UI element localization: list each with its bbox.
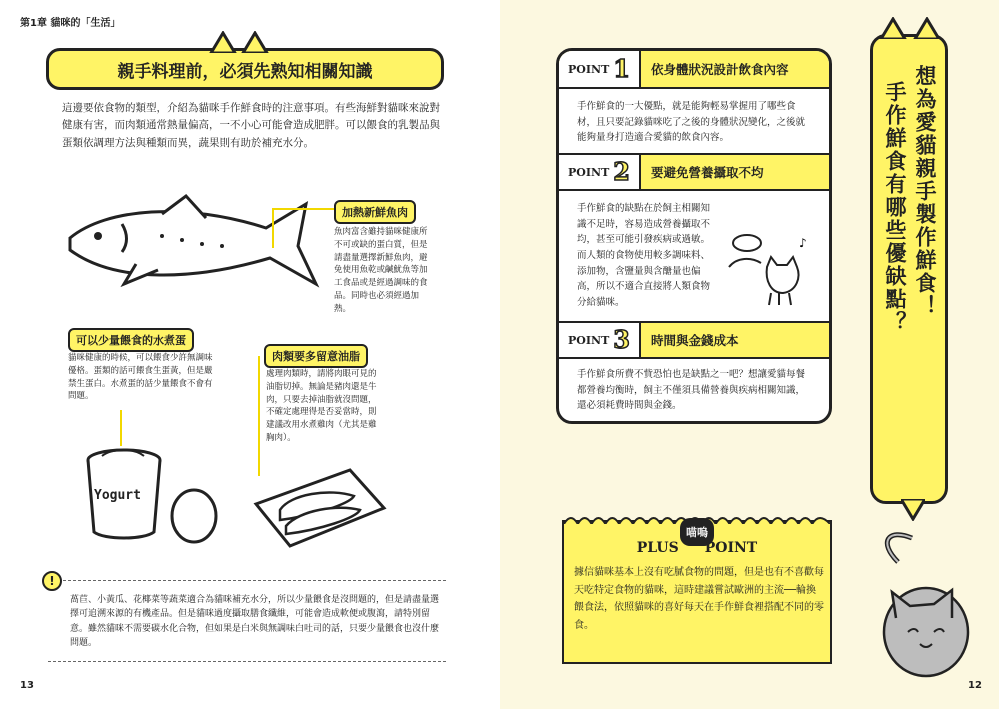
point-3-body: 手作鮮食所費不貲恐怕也是缺點之一吧？想讓愛貓每餐都營養均衡時，飼主不僅須具備營養與疾病相關知識，還必須耗費時間與金錢。 [577, 369, 806, 412]
meat-label: 肉類要多留意油脂 [264, 344, 368, 368]
plus-title-right: POINT [704, 540, 758, 556]
svg-text:♪: ♪ [799, 236, 807, 250]
cat-ears-icon [879, 17, 941, 39]
point-number: 3 [613, 325, 630, 354]
point-tag: POINT [568, 62, 610, 76]
page-title: 親手料理前，必須先熟知相關知識 [117, 61, 373, 82]
meat-text: 處理肉類時，請將肉眼可見的油脂切掉。無論是豬肉還是牛肉，只要去掉油脂就沒問題，不確定處理得是否妥當時，則建議改用水煮雞肉（尤其是雞胸肉）。 [266, 369, 377, 443]
point-2-header [559, 153, 829, 191]
point-title: 要避免營養攝取不均 [651, 165, 764, 180]
exclamation-icon: ! [42, 571, 62, 591]
point-tag: POINT [568, 333, 610, 347]
point-1-body: 手作鮮食的一大優點，就是能夠輕易掌握用了哪些食材，且只要記錄貓咪吃了之後的身體狀況變化，之後就能夠量身打造適合愛貓的飲食內容。 [577, 101, 806, 144]
point-title: 依身體狀況設計飲食內容 [651, 62, 789, 77]
points-box [556, 48, 832, 424]
right-page-number: 12 [968, 680, 982, 691]
plus-title [564, 540, 830, 556]
fish-text: 魚肉富含雖持貓咪健康所不可或缺的蛋白質，但是請盡量選擇新鮮魚肉，避免使用魚乾或鹹魷魚等加工食品或是經過調味的食品。同時也必須經過加熱。 [334, 227, 428, 314]
plus-text: 據信貓咪基本上沒有吃膩食物的問題，但是也有不喜歡每天吃特定食物的貓咪，這時建議嘗試歐洲的主流──輪換餵食法，依照貓咪的喜好每天在手作鮮食裡搭配不同的零食。 [574, 567, 824, 631]
point-3-header [559, 321, 829, 359]
point-1-header [559, 51, 829, 89]
note-text: 萵苣、小黃瓜、花椰菜等蔬菜適合為貓咪補充水分，所以少量餵食是沒問題的，但是請盡量選擇可追溯來源的有機產品。但是貓咪過度攝取膳食纖維，可能會造成軟便或腹瀉，請特別留意。雖然貓咪不需要碳水化合物，但如果是白米與無調味白吐司的話，只要少量餵食也沒什麼問題。 [70, 595, 440, 649]
dairy-label: 可以少量餵食的水煮蛋 [68, 328, 194, 352]
left-page-number: 13 [20, 680, 34, 691]
banner-line-2: 手作鮮食有哪些優缺點？ [883, 81, 907, 334]
meat-plate-icon [250, 464, 390, 552]
fish-icon [66, 188, 326, 308]
intro-text: 這邊要依食物的類型，介紹為貓咪手作鮮食時的注意事項。有些海鮮對貓咪來說對健康有害，而肉類通常熱量偏高，一不小心可能會造成肥胖。可以餵食的乳製品與蛋類依調理方法與種類而異，蔬果則有助於補充水分。 [62, 102, 440, 149]
grey-cat-icon [868, 532, 972, 682]
point-number: 1 [613, 54, 630, 83]
banner-line-1: 想為愛貓親手製作鮮食！ [913, 65, 937, 318]
cat-head-icon: 喵嗚 [680, 518, 714, 546]
title-banner [46, 48, 444, 90]
yogurt-label: Yogurt [94, 488, 141, 503]
fish-label: 加熱新鮮魚肉 [334, 200, 416, 224]
plus-point-box [562, 520, 832, 664]
egg-icon [168, 484, 220, 544]
dairy-leader [120, 410, 122, 446]
meat-leader [258, 356, 260, 476]
point-number: 2 [613, 157, 630, 186]
point-2-body: 手作鮮食的缺點在於飼主相關知識不足時，容易造成營養攝取不均，甚至可能引發疾病或過敏。而人類的食物使用較多調味料、添加物，含鹽量與含醣量也偏高，所以不適合直接將人類食物分給貓咪。 [577, 203, 711, 309]
fish-leader [272, 208, 334, 248]
cat-ears-icon [209, 31, 269, 53]
cat-food-icon [727, 227, 817, 307]
note-box [48, 574, 446, 662]
plus-title-left: PLUS [636, 540, 679, 556]
point-tag: POINT [568, 165, 610, 179]
banner-tail-icon [901, 499, 925, 521]
chapter-heading: 第1章 貓咪的「生活」 [20, 18, 121, 29]
point-title: 時間與金錢成本 [651, 333, 739, 348]
dairy-text: 貓咪健康的時候，可以餵食少許無調味優格。蛋類的話可餵食生蛋黃，但是嚴禁生蛋白。水煮蛋的話少量餵食不會有問題。 [68, 353, 213, 402]
side-banner [870, 34, 948, 504]
